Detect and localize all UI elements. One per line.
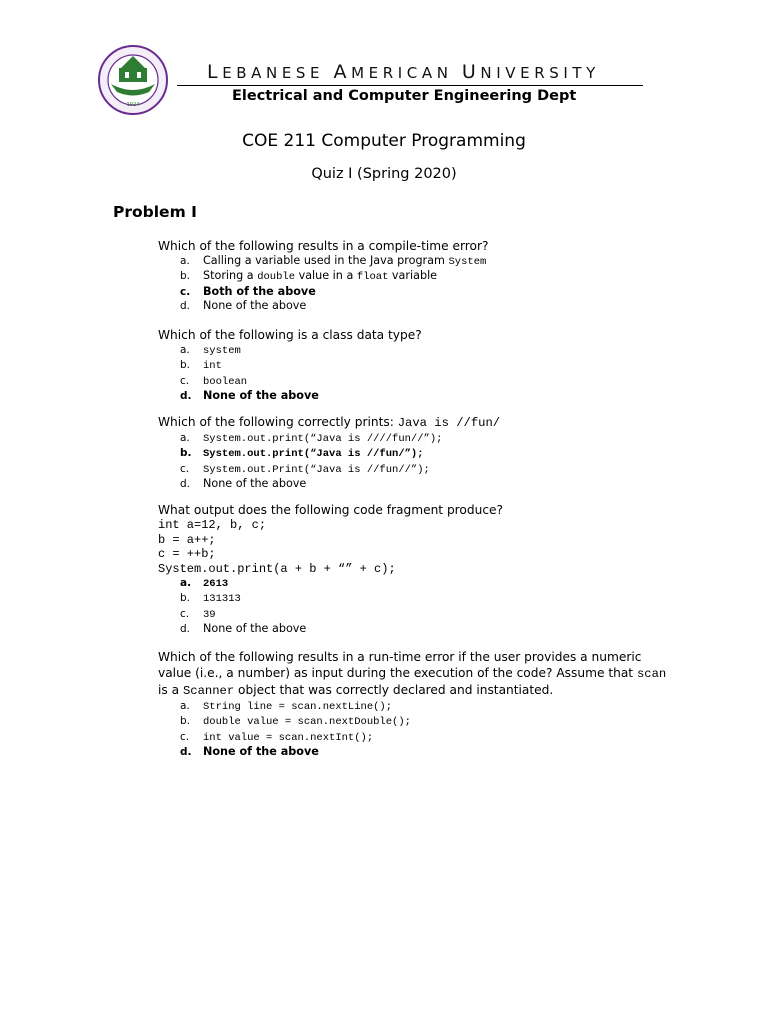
option-letter: c.	[180, 462, 190, 475]
answer-option	[158, 699, 678, 714]
quiz-title: Quiz I (Spring 2020)	[311, 166, 457, 182]
option-text: None of the above	[203, 388, 319, 402]
answer-option	[158, 389, 678, 403]
code-line: int a=12, b, c;	[158, 518, 267, 532]
answer-option	[158, 576, 678, 591]
question-2	[158, 327, 678, 403]
question-stem	[158, 327, 678, 343]
stem-text: What output does the following code fragment produce?	[158, 503, 504, 517]
answer-option	[158, 285, 678, 299]
answer-option	[158, 622, 678, 636]
option-letter: d.	[180, 299, 191, 312]
option-letter: b.	[180, 270, 191, 283]
option-letter: d.	[180, 477, 191, 490]
option-code: float	[356, 271, 389, 284]
answer-options	[158, 431, 678, 491]
university-seal-logo	[97, 44, 169, 116]
option-code: System.out.Print(“Java is //fun//”);	[203, 463, 430, 476]
option-code: boolean	[203, 375, 248, 388]
answer-option	[158, 591, 678, 606]
option-letter: b.	[180, 715, 191, 728]
option-text: None of the above	[203, 621, 307, 635]
answer-option	[158, 745, 678, 759]
option-code: System.out.print(“Java is //fun/”);	[203, 448, 424, 461]
answer-option	[158, 374, 678, 389]
option-text: Storing a	[203, 269, 258, 283]
answer-option	[158, 714, 678, 729]
answer-option	[158, 343, 678, 358]
option-letter: a.	[180, 577, 192, 589]
answer-option	[158, 431, 678, 446]
answer-option	[158, 462, 678, 477]
option-letter: b.	[180, 447, 192, 460]
option-letter: a.	[180, 255, 190, 267]
option-text: variable	[388, 269, 438, 283]
option-letter: c.	[180, 285, 191, 298]
option-code: int	[203, 360, 222, 373]
option-text: None of the above	[203, 476, 307, 490]
answer-option	[158, 607, 678, 622]
option-code: 2613	[203, 578, 229, 590]
option-letter: a.	[180, 700, 190, 712]
option-text: None of the above	[203, 298, 307, 312]
option-code: 131313	[203, 593, 241, 606]
option-text: Both of the above	[203, 284, 316, 298]
stem-text: Which of the following results in a run-time error if the user provides a numeric value (i.e., a number) as input during the execution of the code? Assume that	[158, 650, 642, 680]
stem-text: Which of the following correctly prints:	[158, 415, 398, 429]
option-code: String line = scan.nextLine();	[203, 701, 393, 713]
option-letter: d.	[180, 389, 192, 402]
answer-option	[158, 730, 678, 745]
option-letter: c.	[180, 374, 190, 387]
code-text: Scanner	[182, 684, 235, 698]
answer-options	[158, 576, 678, 636]
answer-option	[158, 299, 678, 313]
option-code: system	[203, 345, 241, 357]
answer-option	[158, 254, 678, 269]
question-stem	[158, 414, 678, 431]
option-text: value in a	[295, 269, 357, 283]
answer-options	[158, 343, 678, 403]
question-5	[158, 649, 678, 759]
seal-year: 1924	[126, 102, 140, 108]
option-letter: c.	[180, 607, 190, 620]
answer-option	[158, 269, 678, 284]
stem-text: Which of the following is a class data type?	[158, 328, 422, 342]
code-line: System.out.print(a + b + “” + c);	[158, 561, 396, 576]
option-code: System	[448, 256, 487, 268]
department-name: Electrical and Computer Engineering Dept	[232, 88, 577, 104]
option-letter: c.	[180, 730, 190, 743]
problem-heading: Problem I	[113, 203, 197, 221]
code-text: scan	[636, 667, 667, 681]
option-letter: b.	[180, 592, 191, 605]
answer-option	[158, 477, 678, 491]
answer-options	[158, 254, 678, 313]
option-letter: b.	[180, 359, 191, 372]
code-line: b = a++;	[158, 532, 216, 547]
code-line: c = ++b;	[158, 547, 216, 561]
stem-text: Which of the following results in a compile-time error?	[158, 239, 489, 253]
option-text: Calling a variable used in the Java program	[203, 254, 449, 267]
question-4	[158, 502, 678, 636]
option-letter: a.	[180, 432, 190, 444]
question-3	[158, 414, 678, 491]
code-text: Java is //fun/	[397, 416, 501, 430]
option-letter: d.	[180, 745, 192, 758]
option-letter: a.	[180, 344, 190, 356]
option-code: System.out.print(“Java is ////fun//”);	[203, 433, 443, 445]
option-letter: d.	[180, 622, 191, 635]
option-code: int value = scan.nextInt();	[203, 731, 374, 744]
question-1	[158, 238, 678, 313]
option-code: 39	[203, 608, 216, 621]
answer-options	[158, 699, 678, 759]
question-stem	[158, 238, 678, 254]
answer-option	[158, 446, 678, 461]
question-stem	[158, 649, 678, 699]
header-divider	[177, 85, 643, 86]
option-text: None of the above	[203, 744, 319, 758]
question-stem	[158, 502, 678, 518]
university-name: LEBANESE AMERICAN UNIVERSITY	[207, 61, 600, 83]
course-title: COE 211 Computer Programming	[242, 131, 526, 151]
answer-option	[158, 358, 678, 373]
stem-text: object that was correctly declared and instantiated.	[234, 683, 554, 697]
option-code: double	[257, 271, 296, 284]
option-code: double value = scan.nextDouble();	[203, 716, 411, 729]
stem-text: is a	[158, 683, 183, 697]
